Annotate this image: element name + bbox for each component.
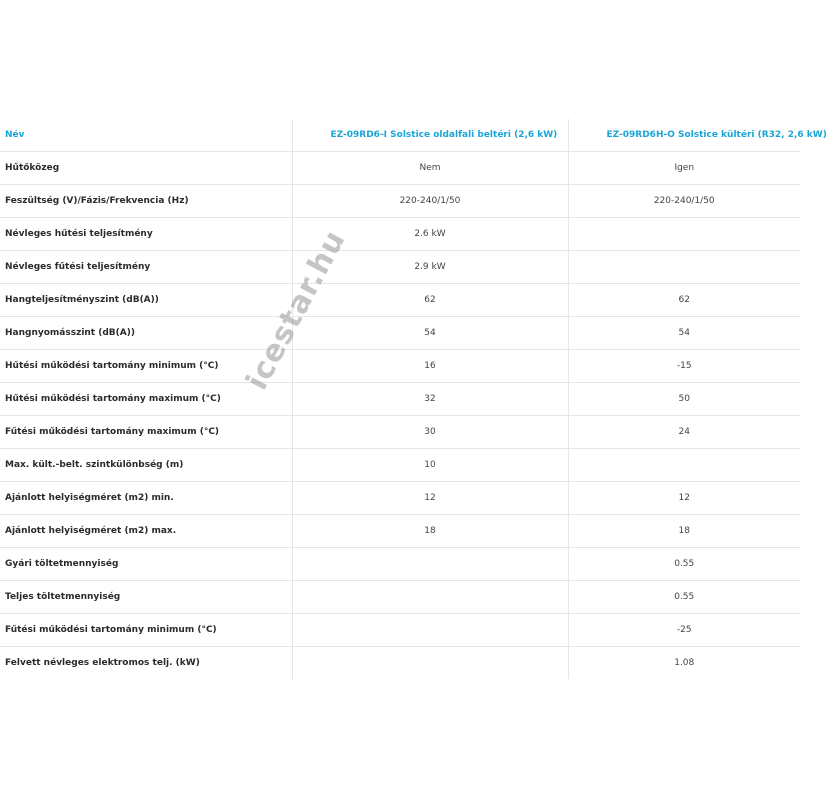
table-row [0,449,800,482]
row-outdoor-value [568,449,800,482]
row-name: Ajánlott helyiségméret (m2) min. [0,482,292,515]
row-name: Hűtési működési tartomány minimum (°C) [0,350,292,383]
table-row [0,383,800,416]
table-row [0,548,800,581]
table-row [0,614,800,647]
row-outdoor-value: 62 [568,284,800,317]
row-outdoor-value: 24 [568,416,800,449]
table-row [0,350,800,383]
row-name: Fűtési működési tartomány minimum (°C) [0,614,292,647]
header-row [0,119,800,152]
row-outdoor-value: 220-240/1/50 [568,185,800,218]
header-outdoor-unit: EZ-09RD6H-O Solstice kültéri (R32, 2,6 kW) [568,119,800,152]
row-outdoor-value [568,251,800,284]
row-indoor-value: 54 [292,317,568,350]
watermark: icestar.hu [239,224,353,396]
row-indoor-value [292,548,568,581]
table-row [0,185,800,218]
row-indoor-value: 62 [292,284,568,317]
row-name: Max. kült.-belt. szintkülönbség (m) [0,449,292,482]
row-indoor-value: 32 [292,383,568,416]
table-row [0,317,800,350]
row-indoor-value: 2.6 kW [292,218,568,251]
row-outdoor-value: 1.08 [568,647,800,680]
row-name: Gyári töltetmennyiség [0,548,292,581]
row-name: Névleges hűtési teljesítmény [0,218,292,251]
row-indoor-value: 12 [292,482,568,515]
row-outdoor-value: 12 [568,482,800,515]
spec-table [0,119,827,679]
row-outdoor-value: 0.55 [568,581,800,614]
header-name: Név [0,119,292,152]
row-name: Hűtőközeg [0,152,292,185]
row-outdoor-value [568,218,800,251]
row-outdoor-value: 50 [568,383,800,416]
row-indoor-value: Nem [292,152,568,185]
row-outdoor-value: -15 [568,350,800,383]
row-outdoor-value: 0.55 [568,548,800,581]
row-name: Feszültség (V)/Fázis/Frekvencia (Hz) [0,185,292,218]
header-indoor-unit: EZ-09RD6-I Solstice oldalfali beltéri (2,6 kW) [292,119,568,152]
row-name: Hűtési működési tartomány maximum (°C) [0,383,292,416]
table-row [0,152,800,185]
row-name: Fűtési működési tartomány maximum (°C) [0,416,292,449]
table-row [0,515,800,548]
row-indoor-value: 2.9 kW [292,251,568,284]
row-indoor-value: 10 [292,449,568,482]
table-row [0,251,800,284]
row-outdoor-value: -25 [568,614,800,647]
row-name: Felvett névleges elektromos telj. (kW) [5,658,200,668]
row-indoor-value: 30 [292,416,568,449]
row-name: Hangnyomásszint (dB(A)) [0,317,292,350]
row-outdoor-value: 18 [568,515,800,548]
table-row [0,647,800,680]
row-name: Névleges fűtési teljesítmény [0,251,292,284]
row-indoor-value [292,614,568,647]
table-row [0,581,800,614]
table-row [0,218,800,251]
row-name: Teljes töltetmennyiség [0,581,292,614]
table-row [0,284,800,317]
table-row [0,416,800,449]
table-row [0,482,800,515]
row-name: Ajánlott helyiségméret (m2) max. [0,515,292,548]
row-outdoor-value: Igen [568,152,800,185]
row-name: Hangteljesítményszint (dB(A)) [0,284,292,317]
row-indoor-value [292,647,568,680]
row-indoor-value: 18 [292,515,568,548]
row-outdoor-value: 54 [568,317,800,350]
spec-body [0,152,800,680]
row-indoor-value: 220-240/1/50 [292,185,568,218]
row-indoor-value [292,581,568,614]
row-indoor-value: 16 [292,350,568,383]
